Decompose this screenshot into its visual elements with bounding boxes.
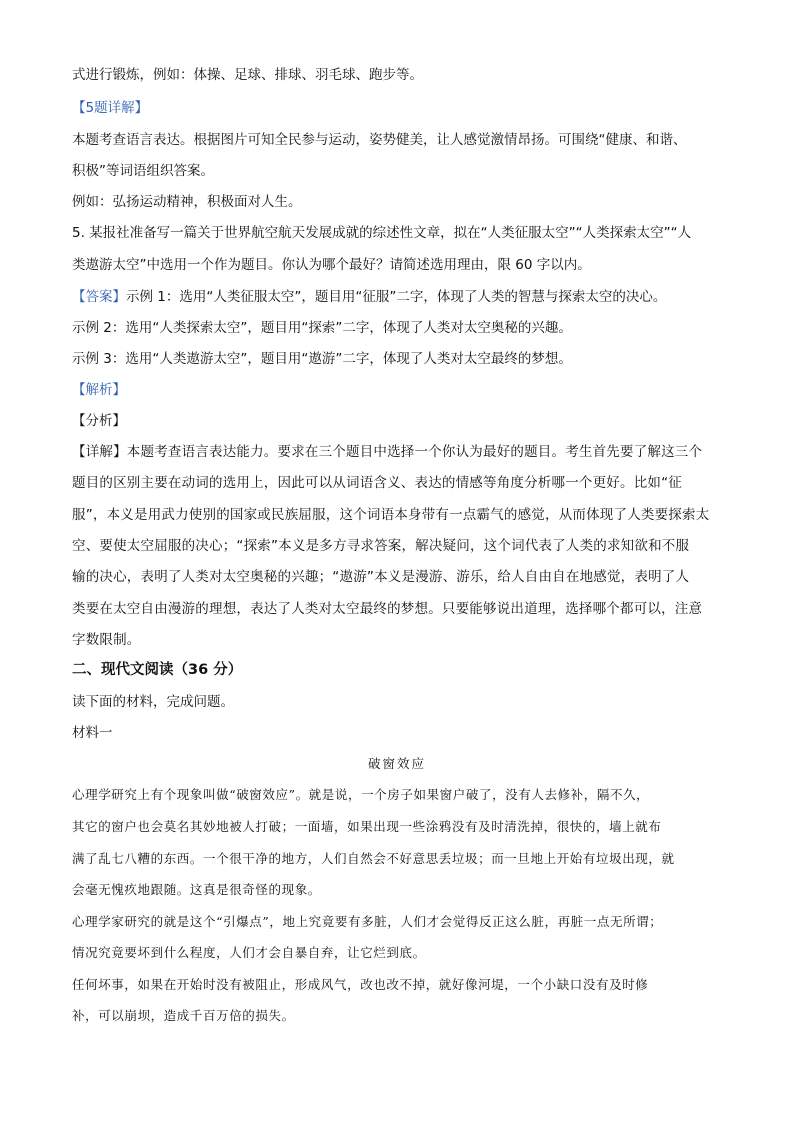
answer-line-3: 示例 3：选用“人类遨游太空”，题目用“遨游”二字，体现了人类对太空最终的梦想。 <box>72 351 572 367</box>
article-line: 其它的窗户也会莫名其妙地被人打破；一面墙，如果出现一些涂鸦没有及时清洗掉，很快的，墙上就布 <box>72 819 662 834</box>
text-line: 本题考查语言表达。根据图片可知全民参与运动，姿势健美，让人感觉激情昂扬。可围绕“健康、和谐、 <box>72 132 687 148</box>
detail-line: 输的决心，表明了人类对太空奥秘的兴趣；“遨游”本义是漫游、游乐，给人自由自在地感觉，表明了人 <box>72 569 690 585</box>
question-line: 类遨游太空”中选用一个作为题目。你认为哪个最好？请简述选用理由，限 60 字以内。 <box>72 257 591 273</box>
article-line: 满了乱七八糟的东西。一个很干净的地方，人们自然会不好意思丢垃圾；而一旦地上开始有垃圾出现，就 <box>72 851 675 866</box>
detail-line: 【详解】本题考查语言表达能力。要求在三个题目中选择一个你认为最好的题目。考生首先要了解这三个 <box>72 444 703 460</box>
answer-label: 【答案】 <box>72 289 126 305</box>
article-line: 补，可以崩坝，造成千百万倍的损失。 <box>72 1008 295 1023</box>
answer-line-1 <box>72 288 666 306</box>
answer-line-2: 示例 2：选用“人类探索太空”，题目用“探索”二字，体现了人类对太空奥秘的兴趣。 <box>72 320 572 336</box>
answer-text: 示例 1：选用“人类征服太空”，题目用“征服”二字，体现了人类的智慧与探索太空的决心。 <box>126 289 667 305</box>
material-label: 材料一 <box>72 725 113 741</box>
section-heading: 二、现代文阅读（36 分） <box>72 662 243 678</box>
fenxi-label: 【分析】 <box>72 413 126 429</box>
jiexi-label: 【解析】 <box>72 382 126 398</box>
detail-line: 字数限制。 <box>72 632 141 648</box>
q5-detail-heading: 【5题详解】 <box>72 100 149 116</box>
question-line: 5. 某报社准备写一篇关于世界航空航天发展成就的综述性文章，拟在“人类征服太空”“人类探索太空”“人 <box>72 225 692 241</box>
article-title: 破窗效应 <box>367 756 426 771</box>
detail-line: 服”，本义是用武力使别的国家或民族屈服，这个词语本身带有一点霸气的感觉，从而体现了人类要探索太 <box>72 507 710 523</box>
article-line: 任何坏事，如果在开始时没有被阻止，形成风气，改也改不掉，就好像河堤，一个小缺口没有及时修 <box>72 977 649 992</box>
article-line: 情况究竟要坏到什么程度，人们才会自暴自弃，让它烂到底。 <box>72 945 426 960</box>
detail-line: 题目的区别主要在动词的选用上，因此可以从词语含义、表达的情感等角度分析哪一个更好。比如“征 <box>72 475 682 491</box>
article-line: 会毫无愧疚地跟随。这真是很奇怪的现象。 <box>72 882 321 897</box>
article-line: 心理学研究上有个现象叫做“破窗效应”。就是说，一个房子如果窗户破了，没有人去修补，隔不久， <box>72 787 650 802</box>
text-line: 积极”等词语组织答案。 <box>72 163 214 179</box>
text-line: 式进行锻炼，例如：体操、足球、排球、羽毛球、跑步等。 <box>72 67 423 83</box>
section-instruction: 读下面的材料，完成问题。 <box>72 694 234 710</box>
text-line: 例如：弘扬运动精神，积极面对人生。 <box>72 194 302 210</box>
detail-line: 类要在太空自由漫游的理想，表达了人类对太空最终的梦想。只要能够说出道理，选择哪个都可以，注意 <box>72 601 703 617</box>
article-line: 心理学家研究的就是这个“引爆点”，地上究竟要有多脏，人们才会觉得反正这么脏，再脏一点无所谓； <box>72 914 663 929</box>
detail-line: 空、要使太空屈服的决心；“探索”本义是多方寻求答案，解决疑问，这个词代表了人类的求知欲和不服 <box>72 538 690 554</box>
